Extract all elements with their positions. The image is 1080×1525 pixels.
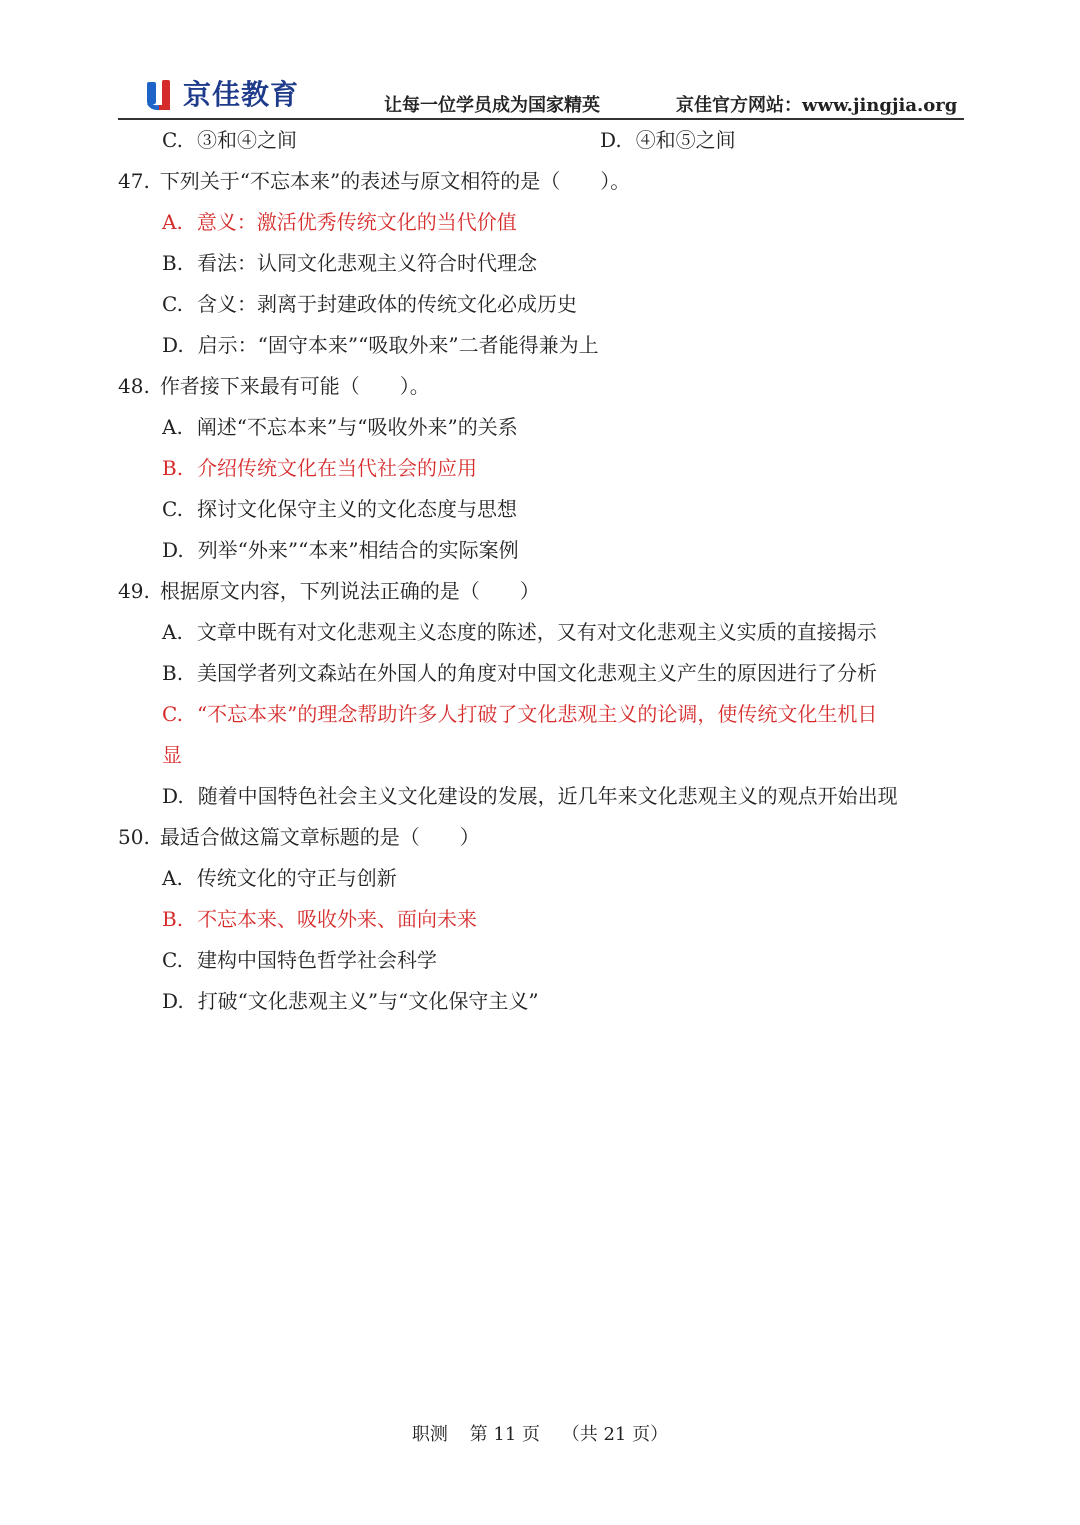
- header-website: 京佳官方网站：www.jingjia.org: [676, 95, 958, 116]
- header-slogan: 让每一位学员成为国家精英: [384, 95, 600, 116]
- footer-page-number: 第 11 页: [469, 1424, 540, 1445]
- question-48-option-c: C. 探讨文化保守主义的文化态度与思想: [162, 497, 517, 521]
- logo-text: 京佳教育: [183, 78, 300, 111]
- question-48-option-d: D. 列举“外来”“本来”相结合的实际案例: [162, 538, 519, 562]
- jingjia-logo: [145, 78, 299, 112]
- question-49-option-a: A. 文章中既有对文化悲观主义态度的陈述，又有对文化悲观主义实质的直接揭示: [162, 620, 877, 644]
- question-50-option-d: D. 打破“文化悲观主义”与“文化保守主义”: [162, 989, 539, 1013]
- question-48-stem: 48. 作者接下来最有可能（ ）。: [118, 374, 430, 398]
- footer-total-pages: （共 21 页）: [561, 1424, 669, 1445]
- question-50-stem: 50. 最适合做这篇文章标题的是（ ）: [118, 825, 480, 849]
- question-49-option-c: C. “不忘本来”的理念帮助许多人打破了文化悲观主义的论调，使传统文化生机日: [162, 702, 878, 726]
- question-48-option-a: A. 阐述“不忘本来”与“吸收外来”的关系: [162, 415, 518, 439]
- question-47-option-b: B. 看法：认同文化悲观主义符合时代理念: [162, 251, 538, 275]
- footer-subject: 职测: [411, 1424, 448, 1445]
- question-47-option-d: D. 启示：“固守本来”“吸取外来”二者能得兼为上: [162, 333, 599, 357]
- prev-option-d: D. ④和⑤之间: [600, 128, 736, 152]
- question-49-option-b: B. 美国学者列文森站在外国人的角度对中国文化悲观主义产生的原因进行了分析: [162, 661, 878, 685]
- question-50-option-b: B. 不忘本来、吸收外来、面向未来: [162, 907, 478, 931]
- page-footer: [0, 1420, 1080, 1450]
- question-47-option-c: C. 含义：剥离于封建政体的传统文化必成历史: [162, 292, 577, 316]
- question-47-option-a: A. 意义：激活优秀传统文化的当代价值: [162, 210, 517, 234]
- question-49-stem: 49. 根据原文内容，下列说法正确的是（ ）: [118, 579, 540, 603]
- question-49-option-d: D. 随着中国特色社会主义文化建设的发展，近几年来文化悲观主义的观点开始出现: [162, 784, 898, 808]
- question-48-option-b: B. 介绍传统文化在当代社会的应用: [162, 456, 478, 480]
- question-50-option-a: A. 传统文化的守正与创新: [162, 866, 397, 890]
- prev-option-c: C. ③和④之间: [162, 128, 297, 152]
- page-header: [0, 0, 1080, 122]
- question-49-option-c-continued: 显: [162, 743, 182, 767]
- question-50-option-c: C. 建构中国特色哲学社会科学: [162, 948, 437, 972]
- logo-mark-icon: [145, 78, 179, 112]
- question-47-stem: 47. 下列关于“不忘本来”的表述与原文相符的是（ ）。: [118, 169, 631, 193]
